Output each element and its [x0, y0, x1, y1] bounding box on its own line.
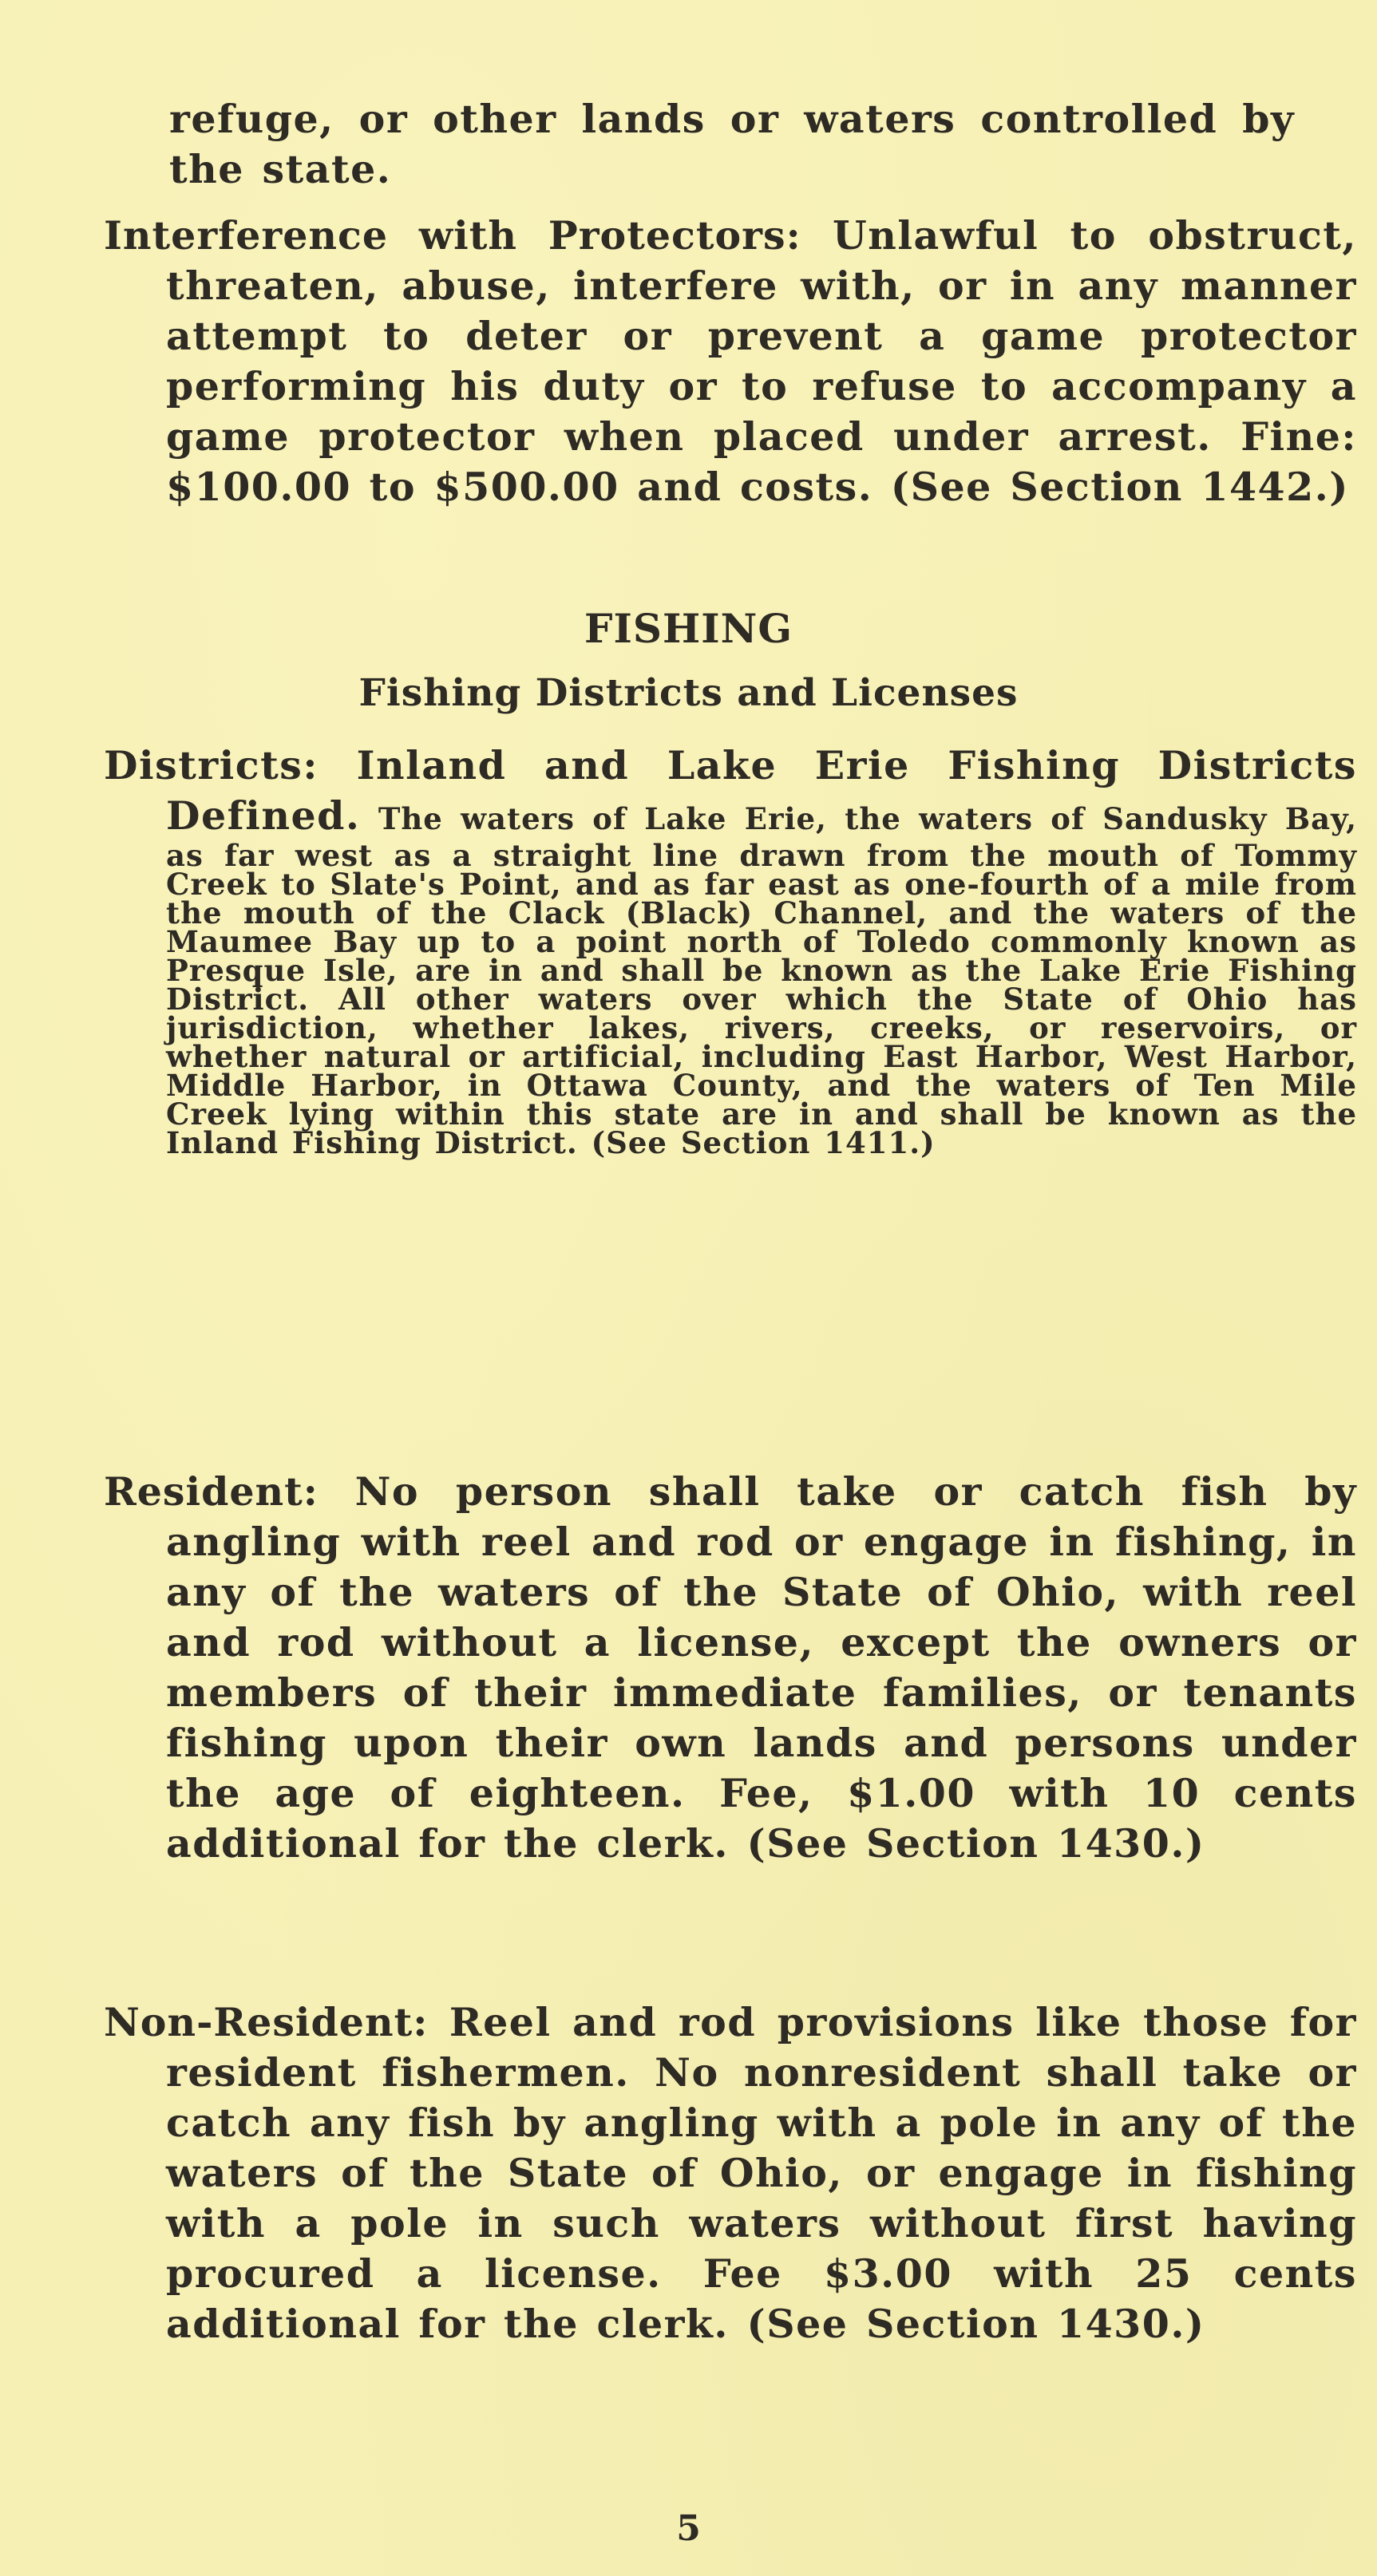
- interference-lead: Interference with Protectors:: [104, 212, 801, 259]
- resident-license-paragraph: [104, 1467, 1357, 1869]
- section-heading-fishing: FISHING: [584, 605, 793, 652]
- interference-with-protectors-paragraph: [104, 211, 1357, 512]
- page-number: 5: [676, 2508, 701, 2549]
- districts-body: The waters of Lake Erie, the waters of Sandusky Bay, as far west as a straight line drawn from the mouth of Tommy Creek to Slate's Point, and as far east as one-fourth of a mile from the mouth of the Clack (Black) Channel, and the waters of the Maumee Bay up to a point north of Toledo commonly known as Presque Isle, are in and shall be known as the Lake Erie Fishing District. All other waters over which the State of Ohio has jurisdiction, whether lakes, rivers, creeks, or reservoirs, or whether natural or artificial, including East Harbor, West Harbor, Middle Harbor, in Ottawa County, and the waters of Ten Mile Creek lying within this state are in and shall be known as the Inland Fishing District. (See Section 1411.): [166, 801, 1357, 1160]
- resident-lead: Resident:: [104, 1468, 319, 1515]
- non-resident-lead: Non-Resident:: [104, 1999, 429, 2045]
- refuge-continuation-paragraph: refuge, or other lands or waters controlled by the state.: [169, 96, 1295, 192]
- districts-lead-text: Inland and Lake Erie Fishing Districts Defined.: [166, 742, 1357, 839]
- resident-body: No person shall take or catch fish by angling with reel and rod or engage in fishing, in any of the waters of the State of Ohio, with reel and rod without a license, except the owners or members of their immediate families, or tenants fishing upon their own lands and persons under the age of eighteen. Fee, $1.00 with 10 cents additional for the clerk. (See Section 1430.): [166, 1468, 1357, 1867]
- section-subheading: Fishing Districts and Licenses: [358, 671, 1019, 715]
- districts-paragraph: [104, 741, 1357, 1160]
- non-resident-body: Reel and rod provisions like those for resident fishermen. No nonresident shall take or catch any fish by angling with a pole in any of the waters of the State of Ohio, or engage in fishing with a pole in such waters without first having procured a license. Fee $3.00 with 25 cents additional for the clerk. (See Section 1430.): [166, 1999, 1357, 2347]
- non-resident-license-paragraph: [104, 1997, 1357, 2349]
- districts-lead: Districts:: [104, 742, 319, 788]
- interference-body: Unlawful to obstruct, threaten, abuse, interfere with, or in any manner attempt to deter or prevent a game protector performing his duty or to refuse to accompany a game protector when placed under arrest. Fine: $100.00 to $500.00 and costs. (See Section 1442.): [166, 212, 1357, 510]
